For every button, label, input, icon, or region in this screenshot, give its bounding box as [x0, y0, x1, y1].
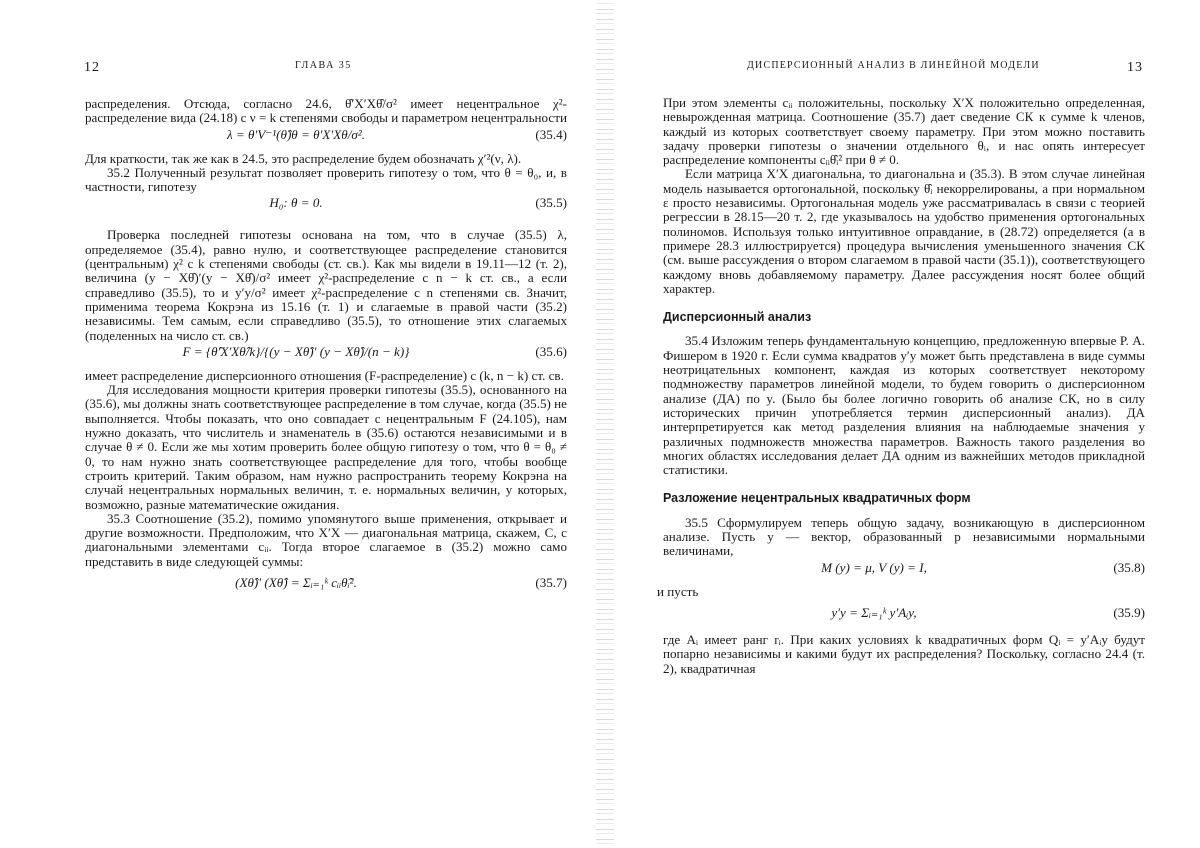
equation-number: (35.4): [535, 126, 567, 142]
paragraph: имеет распределение дисперсионного отношения (F-распределение) с (k, n − k) ст. св.: [85, 367, 564, 383]
formula: M (y) = μ, V (y) = I,: [821, 559, 927, 575]
right-text-column: [657, 95, 1145, 676]
equation-number: (35.8): [1113, 559, 1145, 575]
paragraph-35-2: 35.2 Полученный результат позволяет проверить гипотезу о том, что θ = θ₀, и, в частности, гипотезу: [85, 164, 567, 195]
section-heading: Дисперсионный анализ: [663, 310, 812, 325]
equation-number: (35.6): [535, 343, 567, 359]
running-head: ГЛАВА 35: [295, 60, 352, 71]
equation-35-9: [663, 601, 1145, 631]
paragraph-35-4: 35.4 Изложим теперь фундаментальную концепцию, предложенную впервые Р. А. Фишером в 1920 г. Если сумма квадратов y′y может быть представлена в виде суммы неотрицательных компонент, каждая из которых соответствует некоторому подмножеству параметров линейной модели, то будем говорить о дисперсионном анализе (ДА) по y. (Было бы более логично говорить об анализе СК, но в силу исторических причин употребляется термин дисперсионный анализ). ДА интерпретируется как метод разделения влияния на наблюдаемые значения y различных подмножеств множества параметров. Важность такого разделения во многих областях исследования делает ДА одним из важнейших методов прикладной статистики.: [663, 333, 1145, 478]
equation-number: (35.7): [535, 575, 567, 591]
paragraph-35-3: 35.3 Соотношение (35.2), помимо упомянутого выше применения, открывает и другие возможности. Предположим, что X′X — диагональная матрица, скажем, C, с диагональными элементами cᵢᵢ. Тогда второе слагаемое в (35.2) можно само представить в виде следующей суммы:: [85, 510, 567, 569]
equation-35-7: [85, 571, 567, 601]
page-number: 12: [84, 60, 100, 75]
paragraph: распределения. Отсюда, согласно 24.6, θ̂′X′Xθ̂/σ² имеет нецентральное χ²-распределение вида (24.18) с ν = k степенями свободы и параметром нецентральности: [85, 96, 567, 126]
page-number: 13: [1127, 60, 1143, 75]
formula: F = {θ̂′X′Xθ̂/k}/{(y − Xθ̂)′ (y − Xθ̂)/(n − k)}: [182, 343, 410, 359]
paragraph: Для краткости, так же как в 24.5, это распределение будем обозначать χ′²(ν, λ).: [85, 150, 522, 166]
equation-number: (35.5): [535, 195, 567, 211]
equation-number: (35.9): [1113, 604, 1145, 620]
formula: (Xθ̂)′ (Xθ̂) = Σᵢ₌₁ᵏ cᵢᵢθ̂ᵢ².: [235, 575, 357, 591]
paragraph: Проверка последней гипотезы основана на том, что в случае (35.5) λ, определяемое (35.4), равно нулю, и соответствующее распределение становится (центральным) χ² с k степенями свободы (ст. св.). Как мы видели в 19.11—12 (т. 2), величина (y − Xθ̂)′(y − Xθ̂)/σ² имеет χ²-распределение с n − k ст. св., а если справедливо (35.5), то и y′y/σ² имеет χ²-распределение с n степенями св. Значит, применима теорема Кокрэна из 15.16 (т. 1) и слагаемые в правой части (35.2) независимы. Тем самым, если справедливо (35.5), то отношение этих слагаемых (поделенных на число ст. св.): [85, 227, 567, 343]
running-head: ДИСПЕРСИОННЫЙ АНАЛИЗ В ЛИНЕЙНОЙ МОДЕЛИ: [747, 60, 1040, 71]
paragraph: Если матрица X′X диагональна, то диагональна и (35.3). В этом случае линейная модель называется ортогональной, поскольку θ̂ᵢ некоррелированы, а при нормальном ε просто независимы. Ортогональная модель уже рассматривалась в связи с теорией регрессии в 28.15—20 т. 2, где указывалось на удобство применения ортогональных полиномов. Используя только интуитивное оправдание, в (28.72) определяется (а в примере 28.3 иллюстрируется) процедура вычисления уменьшенного значения СК (см. выше рассуждения о втором слагаемом в правой части (35.1)), соответствующего каждому вновь добавляемому параметру. Далее рассуждения носят более общий характер.: [663, 166, 1145, 296]
right-page: [600, 0, 1200, 848]
formula: λ = θ′V⁻¹(θ̂)θ = θ′X′Xθ/σ².: [226, 126, 366, 142]
formula: H₀: θ = 0.: [269, 195, 323, 211]
equation-35-6: [85, 345, 567, 367]
paragraph: где Aᵢ имеет ранг rᵢ. При каких условиях k квадратичных форм Qᵢ = y′Aᵢy будут попарно независимы и какими будут их распределения? Поскольку, согласно 24.4 (т. 2), квадратичная: [663, 631, 1145, 676]
paragraph: При этом элементы cᵢᵢ положительны, поскольку X′X положительно определенная, невырожденная матрица. Соотношение (35.7) дает сведение СК к сумме k членов, каждый из которых соответствует своему параметру. При этом можно поставить задачу проверки гипотезы о значении отдельного θᵢ, и нас опять интересует распределение компоненты cᵢᵢθ̂ᵢ² при θ ≠ 0.: [663, 95, 1145, 168]
section-heading: Разложение нецентральных квадратичных форм: [663, 491, 971, 506]
formula: y′y = Σᵢ₌₁ᵏ y′Aᵢy,: [831, 604, 917, 620]
paragraph: и пусть: [657, 583, 699, 599]
equation-35-8: [663, 561, 1145, 583]
paragraph: Для исследования мощности критерия проверки гипотезы (35.5), основанного на (35.6), мы должны знать соответствующее распределение в том случае, когда (35.5) не выполняется. Чтобы показать, что оно совпадает с нецентральным F (24.105), нам нужно доказать, что числитель и знаменатель в (35.6) остаются независимыми и в случае θ ≠ 0. Если же мы хотим проверить более общую гипотезу о том, что θ = θ₀ ≠ 0, то нам нужно знать соответствующее распределение для того, чтобы вообще строить критерий. Таким образом, нам нужно распространить теорему Кокрэна на случай нецентральных нормальных величин, т. е. нормальных величин, у которых, возможно, разные математические ожидания.: [85, 382, 567, 512]
equation-35-5: [85, 196, 567, 218]
equation-35-4: [85, 128, 567, 150]
paragraph-35-5: 35.5 Сформулируем теперь общую задачу, возникающую в дисперсионном анализе. Пусть y — вектор, образованный p независимыми нормальными величинами,: [663, 514, 1145, 559]
left-text-column: [85, 97, 567, 603]
